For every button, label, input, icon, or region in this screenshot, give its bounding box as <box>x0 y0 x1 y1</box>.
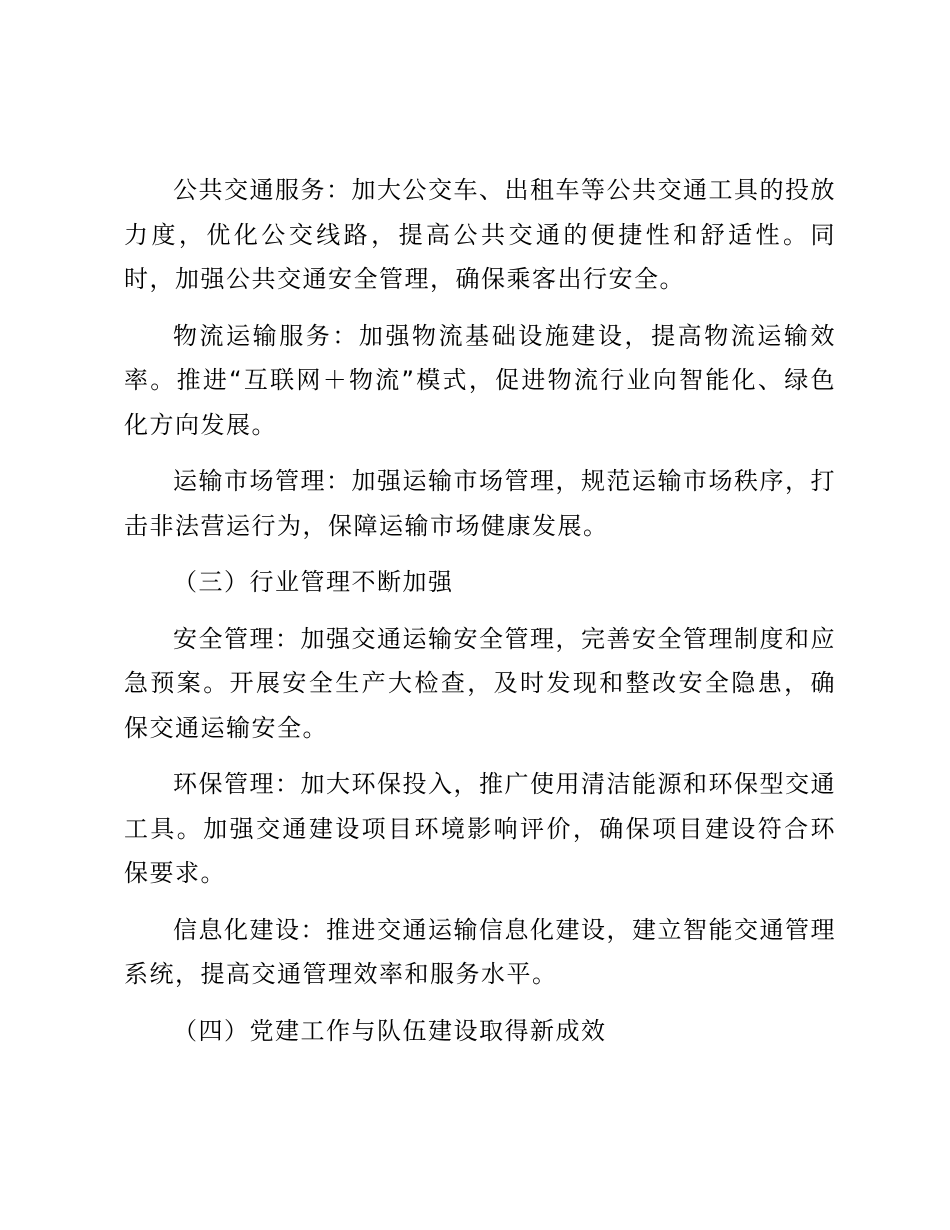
paragraph-market-management: 运输市场管理：加强运输市场管理，规范运输市场秩序，打击非法营运行为，保障运输市场健康发展。 <box>124 467 836 540</box>
paragraph-informatization: 信息化建设：推进交通运输信息化建设，建立智能交通管理系统，提高交通管理效率和服务水平。 <box>124 915 836 988</box>
document-page <box>124 168 836 1065</box>
paragraph-public-transport: 公共交通服务：加大公交车、出租车等公共交通工具的投放力度，优化公交线路，提高公共交通的便捷性和舒适性。同时，加强公共交通安全管理，确保乘客出行安全。 <box>124 176 836 293</box>
section-4-heading: （四）党建工作与队伍建设取得新成效 <box>173 1016 607 1045</box>
section-3-heading: （三）行业管理不断加强 <box>173 568 454 596</box>
paragraph-safety-management: 安全管理：加强交通运输安全管理，完善安全管理制度和应急预案。开展安全生产大检查，及时发现和整改安全隐患，确保交通运输安全。 <box>124 624 836 742</box>
paragraph-environmental-management: 环保管理：加大环保投入，推广使用清洁能源和环保型交通工具。加强交通建设项目环境影响评价，确保项目建设符合环保要求。 <box>124 770 836 887</box>
paragraph-logistics: 物流运输服务：加强物流基础设施建设，提高物流运输效率。推进“互联网＋物流”模式，促进物流行业向智能化、绿色化方向发展。 <box>124 321 836 439</box>
